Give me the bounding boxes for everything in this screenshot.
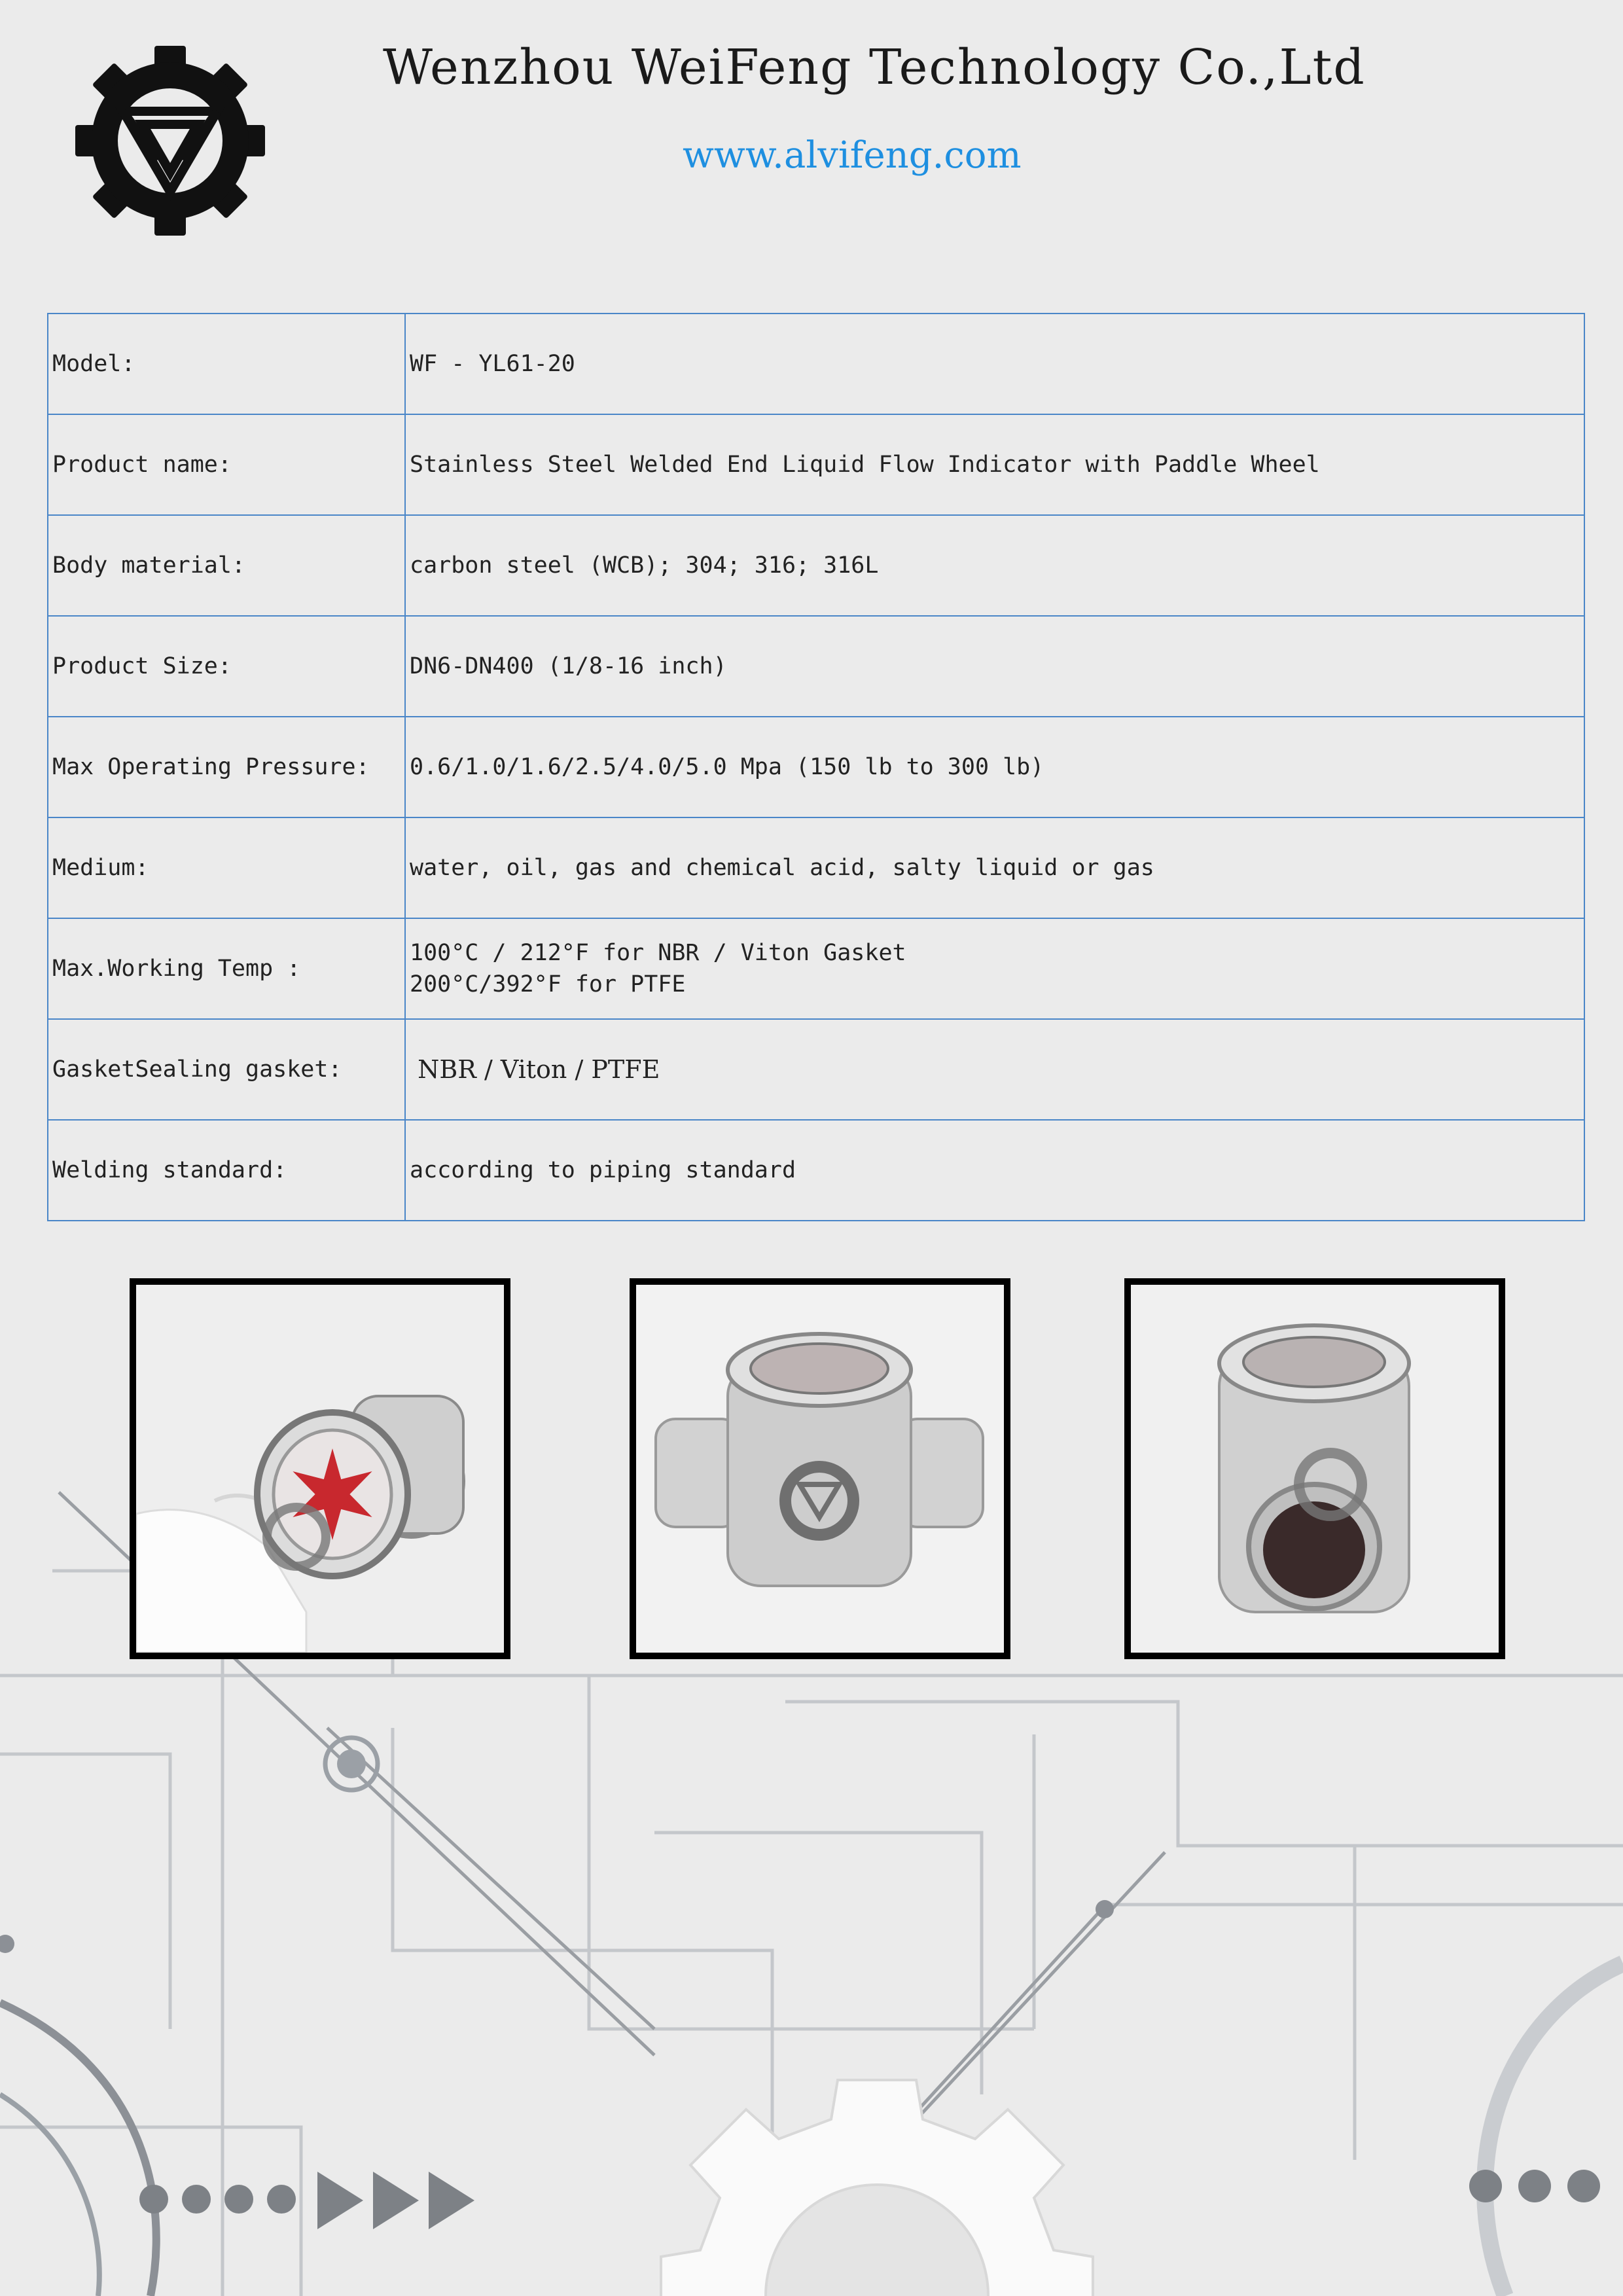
spec-value: NBR / Viton / PTFE bbox=[405, 1019, 1584, 1120]
spec-label: GasketSealing gasket: bbox=[48, 1019, 405, 1120]
spec-label: Max.Working Temp : bbox=[48, 918, 405, 1019]
table-row bbox=[48, 1019, 1584, 1120]
website-link[interactable]: www.alvifeng.com bbox=[683, 134, 1022, 177]
spec-table bbox=[47, 313, 1585, 1221]
product-photo-1 bbox=[130, 1278, 510, 1659]
flow-indicator-side-photo bbox=[1131, 1285, 1499, 1653]
spec-label: Welding standard: bbox=[48, 1120, 405, 1221]
table-row bbox=[48, 314, 1584, 414]
spec-value: DN6-DN400 (1/8-16 inch) bbox=[405, 616, 1584, 717]
company-name: Wenzhou WeiFeng Technology Co.,Ltd bbox=[383, 39, 1366, 96]
table-row bbox=[48, 918, 1584, 1019]
spec-label: Product Size: bbox=[48, 616, 405, 717]
table-row bbox=[48, 515, 1584, 616]
table-row bbox=[48, 817, 1584, 918]
flow-indicator-hand-photo bbox=[136, 1285, 504, 1653]
table-row bbox=[48, 414, 1584, 515]
spec-value: Stainless Steel Welded End Liquid Flow Indicator with Paddle Wheel bbox=[405, 414, 1584, 515]
spec-label: Product name: bbox=[48, 414, 405, 515]
spec-label: Body material: bbox=[48, 515, 405, 616]
flow-indicator-front-photo bbox=[636, 1285, 1004, 1653]
spec-value-line: 100°C / 212°F for NBR / Viton Gasket bbox=[410, 940, 906, 966]
table-row bbox=[48, 717, 1584, 817]
spec-value: WF - YL61-20 bbox=[405, 314, 1584, 414]
spec-label: Model: bbox=[48, 314, 405, 414]
spec-label: Medium: bbox=[48, 817, 405, 918]
table-row bbox=[48, 616, 1584, 717]
spec-value bbox=[405, 918, 1584, 1019]
product-photo-2 bbox=[630, 1278, 1010, 1659]
company-logo-icon bbox=[72, 43, 268, 239]
spec-value: water, oil, gas and chemical acid, salty liquid or gas bbox=[405, 817, 1584, 918]
spec-value: 0.6/1.0/1.6/2.5/4.0/5.0 Mpa (150 lb to 300 lb) bbox=[405, 717, 1584, 817]
spec-value: according to piping standard bbox=[405, 1120, 1584, 1221]
table-row bbox=[48, 1120, 1584, 1221]
spec-value: carbon steel (WCB); 304; 316; 316L bbox=[405, 515, 1584, 616]
product-photo-3 bbox=[1124, 1278, 1505, 1659]
spec-label: Max Operating Pressure: bbox=[48, 717, 405, 817]
spec-value-line: 200°C/392°F for PTFE bbox=[410, 971, 686, 997]
